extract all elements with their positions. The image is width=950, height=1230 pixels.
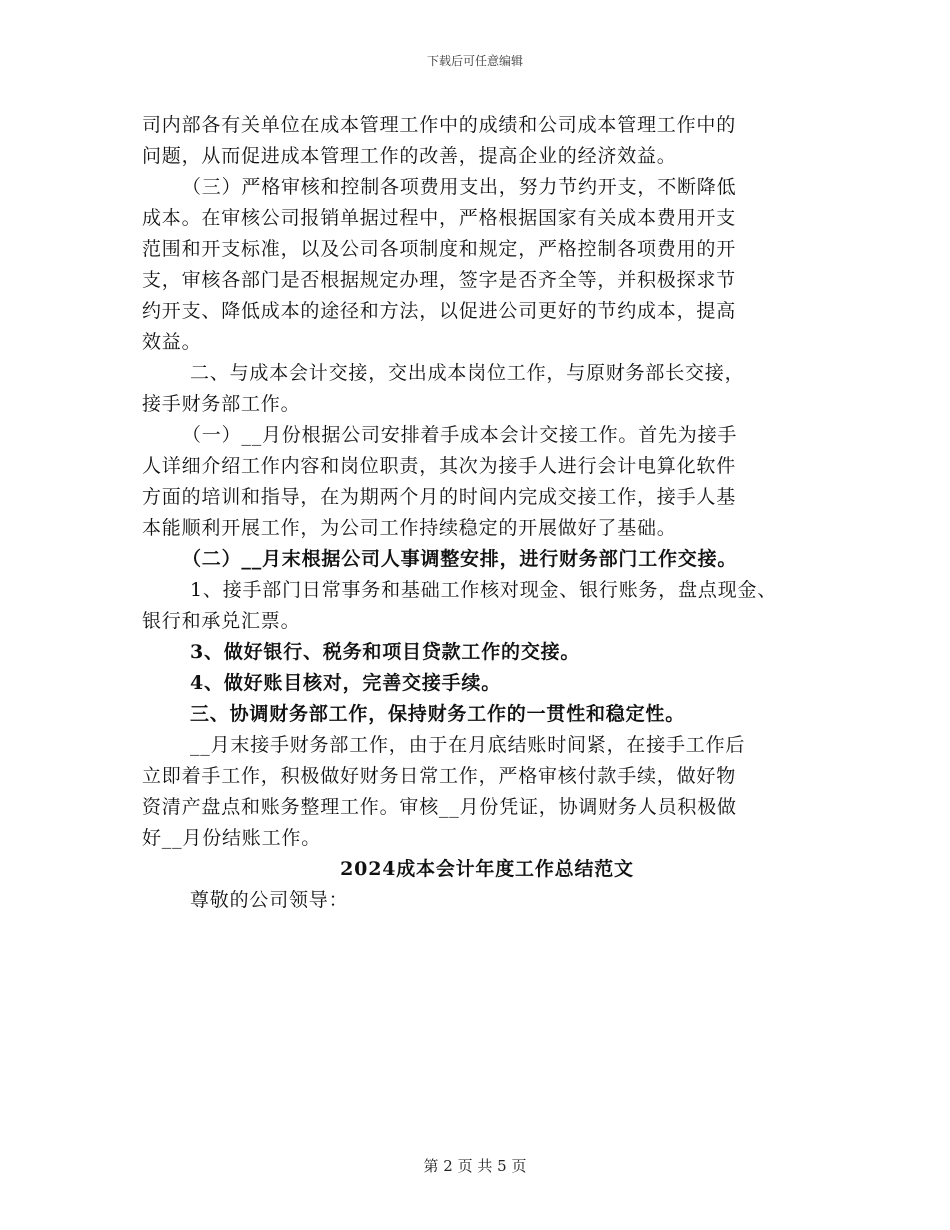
- page-footer: 第 2 页 共 5 页: [423, 1157, 527, 1175]
- document-body: [142, 110, 832, 916]
- bold-heading-line: 三、协调财务部工作，保持财务工作的一贯性和稳定性。: [190, 703, 686, 725]
- text-line: 司内部各有关单位在成本管理工作中的成绩和公司成本管理工作中的: [142, 114, 737, 136]
- text-line: （一）__月份根据公司安排着手成本会计交接工作。首先为接手: [182, 424, 738, 446]
- text-line: 本能顺利开展工作，为公司工作持续稳定的开展做好了基础。: [142, 517, 677, 539]
- text-line: 资清产盘点和账务整理工作。审核__月份凭证，协调财务人员积极做: [142, 796, 737, 818]
- text-line: 成本。在审核公司报销单据过程中，严格根据国家有关成本费用开支: [142, 207, 737, 229]
- text-line: 约开支、降低成本的途径和方法，以促进公司更好的节约成本，提高: [142, 300, 737, 322]
- text-line: __月末接手财务部工作，由于在月底结账时间紧，在接手工作后: [190, 734, 746, 756]
- text-line: 人详细介绍工作内容和岗位职责，其次为接手人进行会计电算化软件: [142, 455, 737, 477]
- text-line: 好__月份结账工作。: [142, 827, 322, 849]
- text-line: 支，审核各部门是否根据规定办理，签字是否齐全等，并积极探求节: [142, 269, 737, 291]
- salutation: 尊敬的公司领导：: [190, 889, 349, 911]
- text-line: 银行和承兑汇票。: [142, 610, 301, 632]
- section-title: 2024成本会计年度工作总结范文: [340, 858, 634, 880]
- text-line: 范围和开支标准，以及公司各项制度和规定，严格控制各项费用的开: [142, 238, 737, 260]
- text-line: 接手财务部工作。: [142, 393, 301, 415]
- text-line: 方面的培训和指导，在为期两个月的时间内完成交接工作，接手人基: [142, 486, 737, 508]
- text-line: 二、与成本会计交接，交出成本岗位工作，与原财务部长交接，: [190, 362, 745, 384]
- bold-heading-line: 4、做好账目核对，完善交接手续。: [190, 672, 502, 694]
- text-line: 效益。: [142, 331, 202, 353]
- bold-heading-line: （二）__月末根据公司人事调整安排，进行财务部门工作交接。: [182, 548, 738, 570]
- text-line: 1、接手部门日常事务和基础工作核对现金、银行账务，盘点现金、: [190, 579, 778, 601]
- text-line: 问题，从而促进成本管理工作的改善，提高企业的经济效益。: [142, 145, 677, 167]
- text-line: （三）严格审核和控制各项费用支出，努力节约开支，不断降低: [182, 176, 737, 198]
- page-header: 下载后可任意编辑: [426, 54, 523, 68]
- bold-heading-line: 3、做好银行、税务和项目贷款工作的交接。: [190, 641, 581, 663]
- text-line: 立即着手工作，积极做好财务日常工作，严格审核付款手续，做好物: [142, 765, 737, 787]
